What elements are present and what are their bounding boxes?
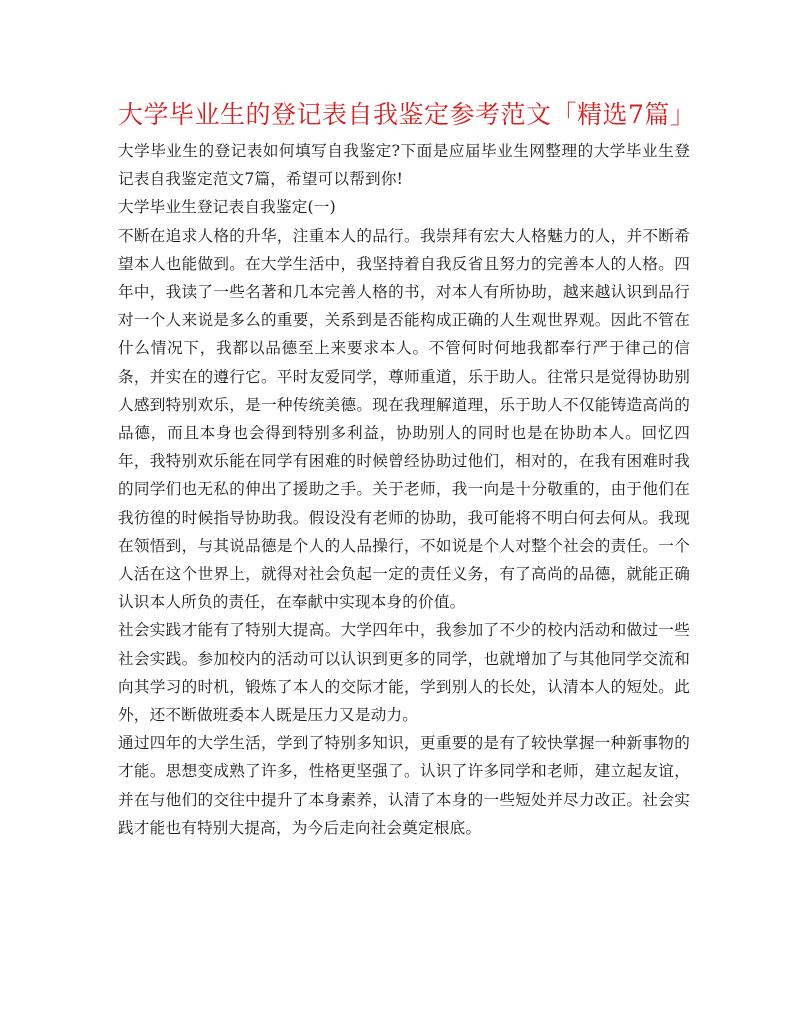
section-heading: 大学毕业生登记表自我鉴定(一) bbox=[118, 198, 336, 217]
body-paragraph-1: 不断在追求人格的升华，注重本人的品行。我崇拜有宏大人格魅力的人，并不断希望本人也能做到。在大学生活中，我坚持着自我反省且努力的完善本人的人格。四年中，我读了一些名著和几本完善人格的书，对本人有所协助，越来越认识到品行对一个人来说是多么的重要，关系到是否能构成正确的人生观世界观。因此不管在什么情况下，我都以品德至上来要求本人。不管何时何地我都奉行严于律己的信条，并实在的遵行它。平时友爱同学，尊师重道，乐于助人。往常只是觉得协助别人感到特别欢乐，是一种传统美德。现在我理解道理，乐于助人不仅能铸造高尚的品德，而且本身也会得到特别多利益，协助别人的同时也是在协助本人。回忆四年，我特别欢乐能在同学有困难的时候曾经协助过他们，相对的，在我有困难时我的同学们也无私的伸出了援助之手。关于老师，我一向是十分敬重的，由于他们在我彷徨的时候指导协助我。假设没有老师的协助，我可能将不明白何去何从。我现在领悟到，与其说品德是个人的人品操行，不如说是个人对整个社会的责任。一个人活在这个世界上，就得对社会负起一定的责任义务，有了高尚的品德，就能正确认识本人所负的责任，在奉献中实现本身的价值。 bbox=[118, 226, 690, 612]
body-paragraph-3: 通过四年的大学生活，学到了特别多知识，更重要的是有了较快掌握一种新事物的才能。思想变成熟了许多，性格更坚强了。认识了许多同学和老师，建立起友谊，并在与他们的交往中提升了本身素养，认清了本身的一些短处并尽力改正。社会实践才能也有特别大提高，为今后走向社会奠定根底。 bbox=[118, 734, 690, 837]
body-paragraph-2: 社会实践才能有了特别大提高。大学四年中，我参加了不少的校内活动和做过一些社会实践。参加校内的活动可以认识到更多的同学，也就增加了与其他同学交流和向其学习的时机，锻炼了本人的交际才能，学到别人的长处，认清本人的短处。此外，还不断做班委本人既是压力又是动力。 bbox=[118, 621, 690, 725]
intro-paragraph: 大学毕业生的登记表如何填写自我鉴定?下面是应届毕业生网整理的大学毕业生登记表自我鉴定范文7篇，希望可以帮到你! bbox=[118, 142, 690, 189]
document-title: 大学毕业生的登记表自我鉴定参考范文「精选7篇」 bbox=[118, 100, 696, 129]
document-body bbox=[118, 137, 690, 842]
